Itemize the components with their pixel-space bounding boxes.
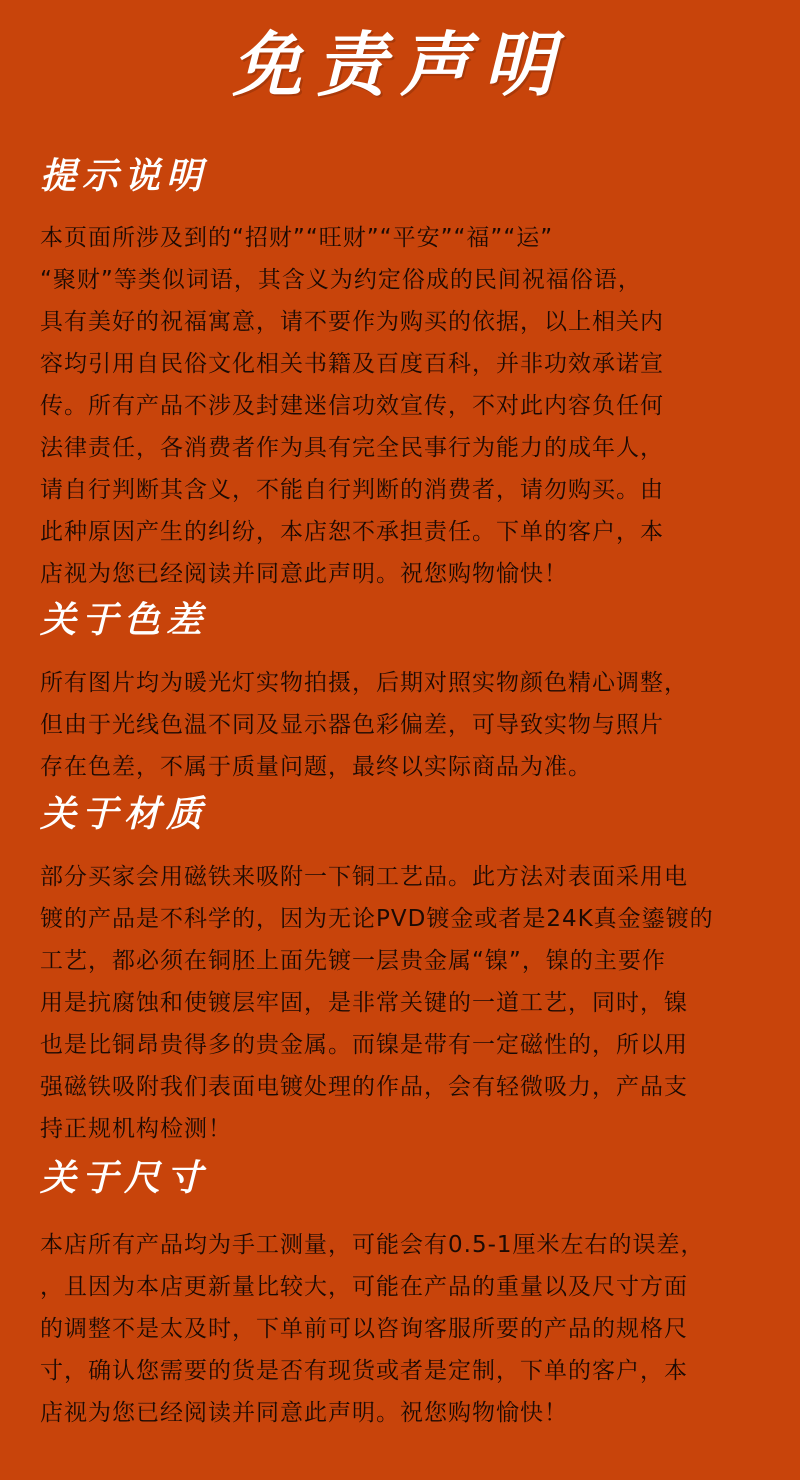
section-body-material — [40, 856, 740, 1150]
text-line: 也是比铜昂贵得多的贵金属。而镍是带有一定磁性的，所以用 — [40, 1032, 688, 1058]
text-line: 容均引用自民俗文化相关书籍及百度百科，并非功效承诺宣 — [40, 351, 664, 377]
section-body-tips — [40, 217, 740, 595]
text-line: 店视为您已经阅读并同意此声明。祝您购物愉快！ — [40, 561, 568, 587]
text-line: 的调整不是太及时，下单前可以咨询客服所要的产品的规格尺 — [40, 1316, 688, 1342]
text-line: 具有美好的祝福寓意，请不要作为购买的依据，以上相关内 — [40, 309, 664, 335]
text-line: 本店所有产品均为手工测量，可能会有0.5-1厘米左右的误差， — [40, 1232, 705, 1258]
text-line: “聚财”等类似词语，其含义为约定俗成的民间祝福俗语， — [40, 267, 642, 293]
text-line: 传。所有产品不涉及封建迷信功效宣传，不对此内容负任何 — [40, 393, 664, 419]
section-heading-tips: 提示说明 — [40, 155, 209, 197]
text-line: 用是抗腐蚀和使镀层牢固，是非常关键的一道工艺，同时，镍 — [40, 990, 688, 1016]
text-line: 镀的产品是不科学的，因为无论PVD镀金或者是24K真金鎏镀的 — [40, 906, 714, 932]
page-title: 免责声明 — [232, 23, 568, 106]
section-body-color-difference — [40, 662, 740, 788]
text-line: 部分买家会用磁铁来吸附一下铜工艺品。此方法对表面采用电 — [40, 864, 688, 890]
text-line: 持正规机构检测！ — [40, 1116, 232, 1142]
text-line: 法律责任，各消费者作为具有完全民事行为能力的成年人， — [40, 435, 664, 461]
text-line: 请自行判断其含义，不能自行判断的消费者，请勿购买。由 — [40, 477, 664, 503]
text-line: 所有图片均为暖光灯实物拍摄，后期对照实物颜色精心调整， — [40, 670, 688, 696]
text-line: 存在色差，不属于质量问题，最终以实际商品为准。 — [40, 754, 592, 780]
text-line: 此种原因产生的纠纷，本店恕不承担责任。下单的客户，本 — [40, 519, 664, 545]
section-heading-color-difference: 关于色差 — [40, 599, 209, 641]
text-line: 强磁铁吸附我们表面电镀处理的作品，会有轻微吸力，产品支 — [40, 1074, 688, 1100]
text-line: ，且因为本店更新量比较大，可能在产品的重量以及尺寸方面 — [40, 1274, 688, 1300]
text-line: 寸，确认您需要的货是否有现货或者是定制，下单的客户，本 — [40, 1358, 688, 1384]
text-line: 但由于光线色温不同及显示器色彩偏差，可导致实物与照片 — [40, 712, 664, 738]
text-line: 工艺，都必须在铜胚上面先镀一层贵金属“镍”，镍的主要作 — [40, 948, 666, 974]
text-line: 店视为您已经阅读并同意此声明。祝您购物愉快！ — [40, 1400, 568, 1426]
section-heading-material: 关于材质 — [40, 793, 209, 835]
section-heading-size: 关于尺寸 — [40, 1157, 209, 1199]
section-body-size — [40, 1224, 740, 1434]
text-line: 本页面所涉及到的“招财”“旺财”“平安”“福”“运” — [40, 225, 554, 251]
